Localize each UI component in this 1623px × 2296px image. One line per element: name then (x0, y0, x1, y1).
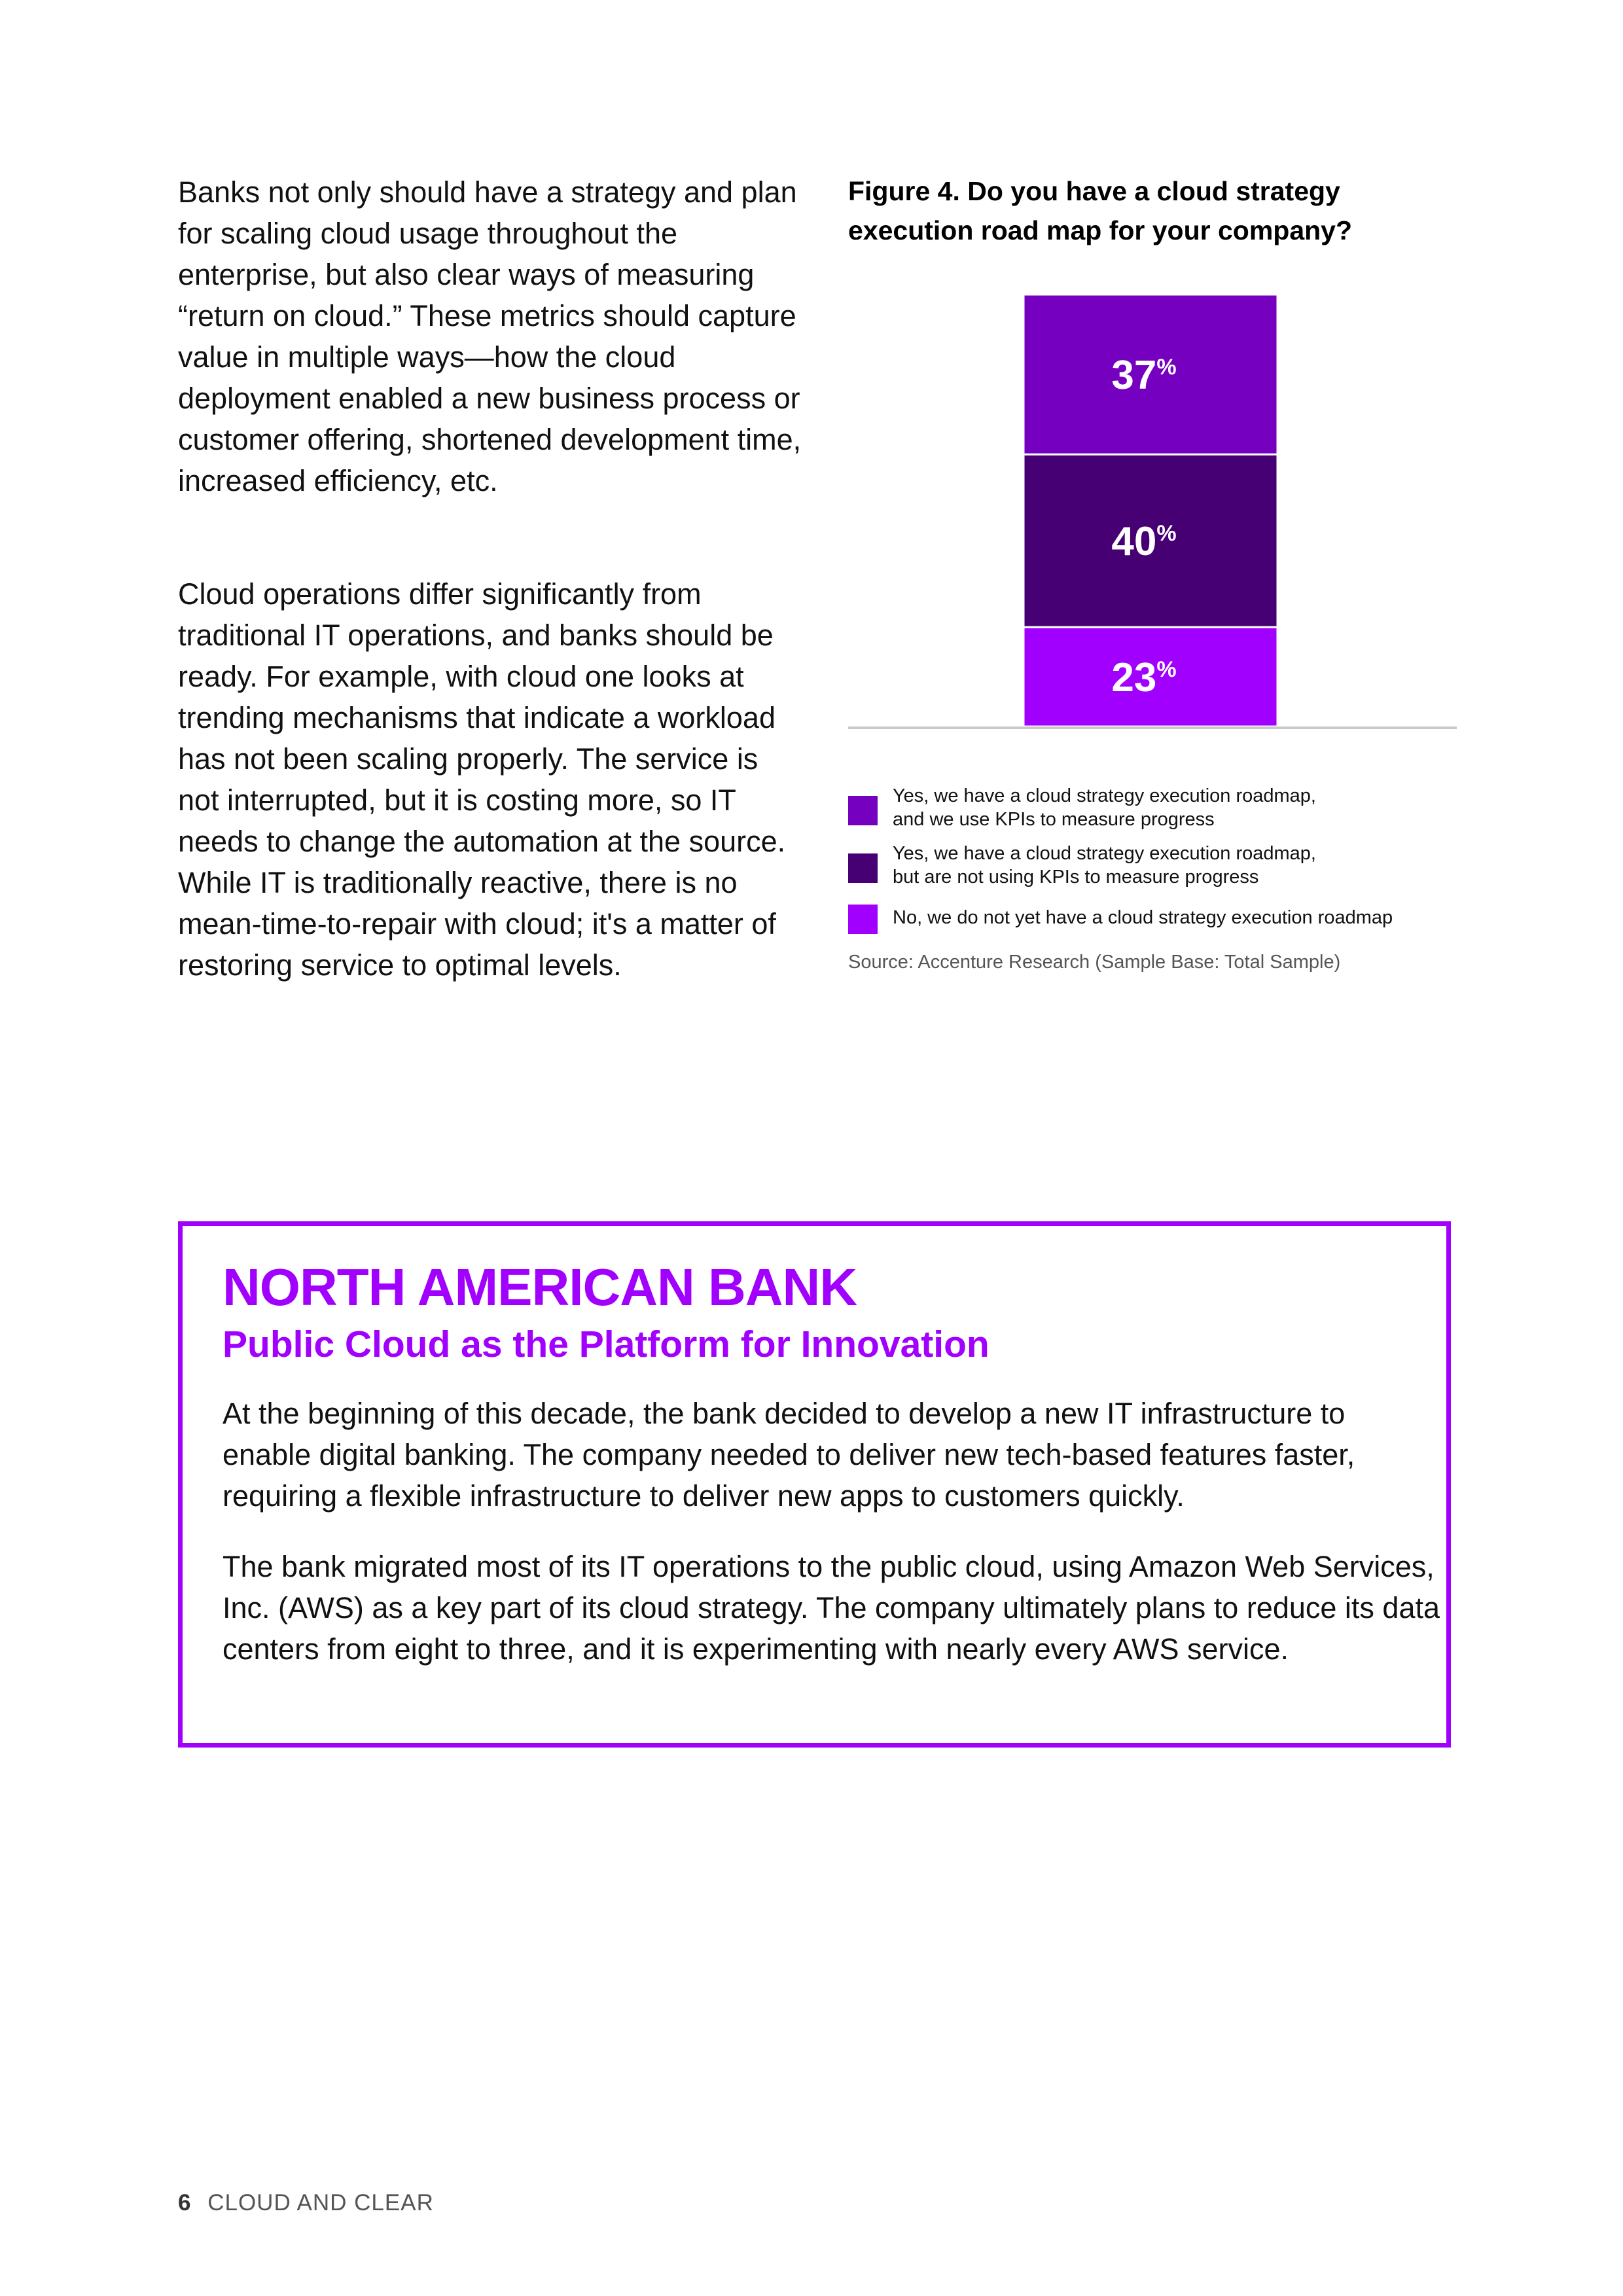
bar-data-label: 40% (1111, 519, 1177, 565)
legend-label-line: Yes, we have a cloud strategy execution roadmap, (893, 843, 1316, 864)
legend-item-kpis (848, 784, 1463, 842)
paragraph-text: Cloud operations differ significantly from traditional IT operations, and banks should be ready. For example, with cloud one looks at trending mechanisms that indicate a workload has not been scaling properly. The service is not interrupted, but it is costing more, so IT needs to change the automation at the source. While IT is traditionally reactive, there is no mean-time-to-repair with cloud; it's a matter of restoring service to optimal levels. (178, 577, 786, 982)
legend-label-line: No, we do not yet have a cloud strategy execution roadmap (893, 907, 1393, 928)
legend-label-line: Yes, we have a cloud strategy execution roadmap, (893, 785, 1316, 806)
page-number: 6 (178, 2190, 191, 2215)
bar-data-label: 37% (1111, 353, 1177, 399)
figure-source: Source: Accenture Research (Sample Base: Total Sample) (848, 952, 1341, 973)
legend-label (893, 906, 1455, 929)
case-study-paragraph-1: At the beginning of this decade, the bank decided to develop a new IT infrastructure to enable digital banking. The company needed to deliver new tech-based features faster, requiring a flexible infrastructure to deliver new apps to customers quickly. (223, 1397, 1355, 1513)
body-paragraph-1 (178, 171, 806, 501)
body-paragraph-2 (178, 573, 806, 986)
figure-title: Figure 4. Do you have a cloud strategy execution road map for your company? (848, 176, 1353, 245)
case-study-paragraph-2: The bank migrated most of its IT operations to the public cloud, using Amazon Web Services, Inc. (AWS) as a key part of its cloud strategy. The company ultimately plans to reduce its data centers from eight to three, and it is experimenting with nearly every AWS service. (223, 1550, 1440, 1666)
case-study-subtitle: Public Cloud as the Platform for Innovation (223, 1323, 990, 1365)
legend-item-no-roadmap (848, 899, 1463, 939)
legend-swatch (848, 853, 878, 883)
legend-label (893, 784, 1455, 831)
footer-label: CLOUD AND CLEAR (207, 2190, 434, 2215)
chart-legend (848, 784, 1463, 939)
legend-label (893, 842, 1455, 889)
legend-label-line: but are not using KPIs to measure progress (893, 867, 1259, 888)
page-footer (178, 2189, 434, 2217)
legend-swatch (848, 796, 878, 825)
paragraph-text: Banks not only should have a strategy and plan for scaling cloud usage throughout the enterprise, but also clear ways of measuring “return on cloud.” These metrics should capture value in multiple ways—how the cloud deployment enabled a new business process or customer offering, shortened development time, increased efficiency, etc. (178, 175, 802, 497)
stacked-bar-chart (848, 288, 1457, 746)
legend-swatch (848, 905, 878, 934)
legend-label-line: and we use KPIs to measure progress (893, 809, 1215, 830)
case-study-title: NORTH AMERICAN BANK (223, 1258, 857, 1316)
bar-data-label: 23% (1111, 655, 1177, 701)
legend-item-no-kpis (848, 842, 1463, 899)
